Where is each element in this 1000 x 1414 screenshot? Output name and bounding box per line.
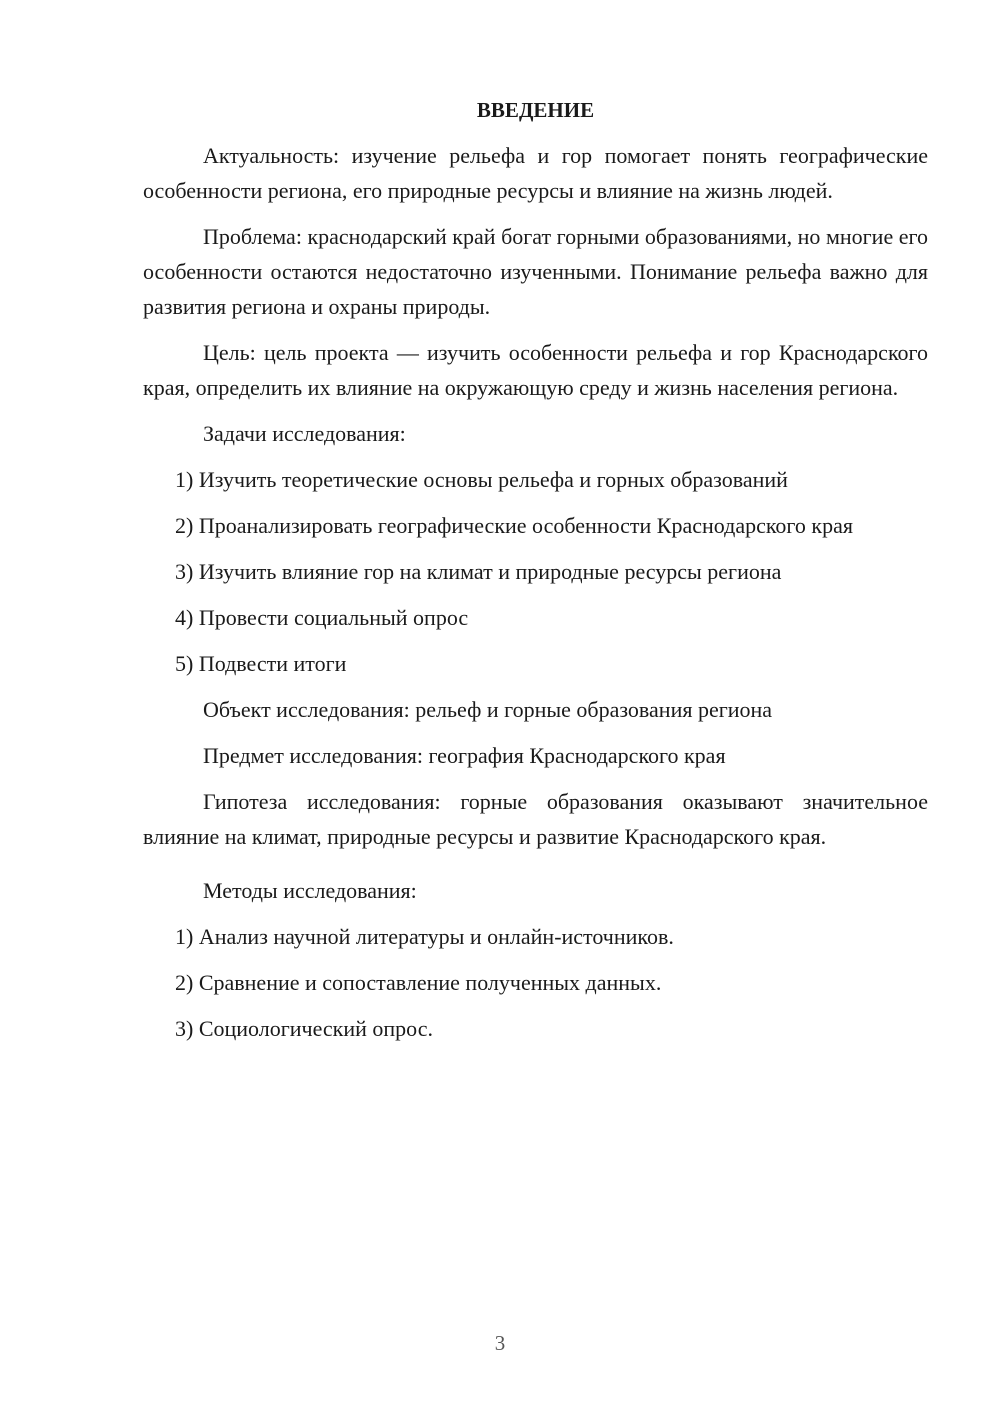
task-item-1: 1) Изучить теоретические основы рельефа и горных образований <box>175 467 788 492</box>
page-content <box>143 93 928 1057</box>
subject-paragraph: Предмет исследования: география Краснодарского края <box>203 743 726 768</box>
hypothesis-paragraph: Гипотеза исследования: горные образования оказывают значительное влияние на климат, природные ресурсы и развитие Краснодарского края. <box>143 789 928 849</box>
task-item-3: 3) Изучить влияние гор на климат и природные ресурсы региона <box>175 559 782 584</box>
page-number: 3 <box>494 1331 506 1355</box>
task-item-2: 2) Проанализировать географические особенности Краснодарского края <box>175 513 853 538</box>
task-item-5: 5) Подвести итоги <box>175 651 347 676</box>
method-item-1: 1) Анализ научной литературы и онлайн-источников. <box>175 924 674 949</box>
page-title: ВВЕДЕНИЕ <box>476 98 595 122</box>
goal-paragraph: Цель: цель проекта — изучить особенности рельефа и гор Краснодарского края, определить их влияние на окружающую среду и жизнь населения региона. <box>143 340 928 400</box>
problem-paragraph: Проблема: краснодарский край богат горными образованиями, но многие его особенности остаются недостаточно изученными. Понимание рельефа важно для развития региона и охраны природы. <box>143 224 928 319</box>
methods-title: Методы исследования: <box>203 878 417 903</box>
tasks-title: Задачи исследования: <box>203 421 406 446</box>
method-item-3: 3) Социологический опрос. <box>175 1016 433 1041</box>
relevance-paragraph: Актуальность: изучение рельефа и гор помогает понять географические особенности региона, его природные ресурсы и влияние на жизнь людей. <box>143 143 928 203</box>
method-item-2: 2) Сравнение и сопоставление полученных данных. <box>175 970 662 995</box>
object-paragraph: Объект исследования: рельеф и горные образования региона <box>203 697 773 722</box>
task-item-4: 4) Провести социальный опрос <box>175 605 469 630</box>
